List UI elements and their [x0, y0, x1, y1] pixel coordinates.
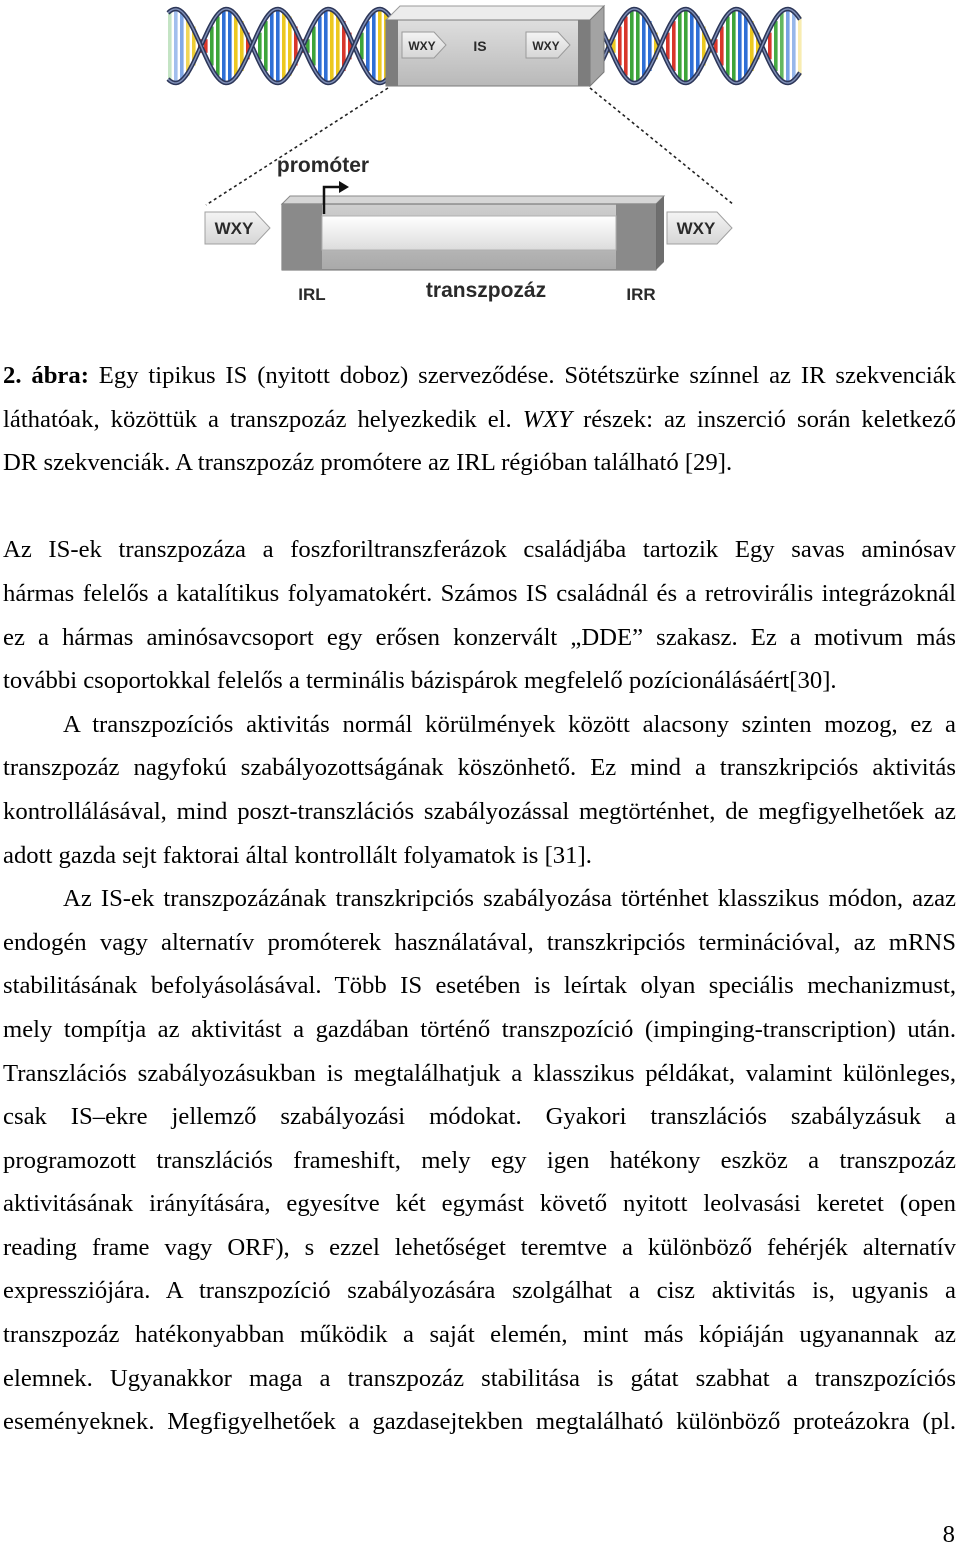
- text-line: adott gazda sejt faktorai által kontrollált folyamatok is [31].: [3, 841, 592, 869]
- paragraph-1: [3, 528, 956, 702]
- text-line: ez a hármas aminósavcsoport egy erősen konzervált „DDE” szakasz. Ez a motivum más: [3, 623, 956, 651]
- text-line: eseményeknek. Megfigyelhetőek a gazdasejtekben megtalálható különböző proteázokra (pl.: [3, 1408, 956, 1436]
- text-line: reading frame vagy ORF), s ezzel lehetőséget teremtve a különböző fehérjék alternatív: [3, 1233, 956, 1261]
- text-line: csak IS–ekre jellemző szabályozási módokat. Gyakori transzlációs szabályzásuk a: [3, 1103, 956, 1131]
- dna-helix-left: [168, 9, 394, 83]
- base-pair-rung: [324, 10, 328, 81]
- base-pair-rung: [786, 9, 790, 83]
- promoter-label: promóter: [276, 154, 370, 177]
- base-pair-rung: [216, 17, 220, 76]
- text-line: Transzlációs szabályozásukban is megtalálhatjuk a klasszikus példákat, valamint különleges,: [3, 1059, 956, 1087]
- base-pair-rung: [174, 9, 178, 83]
- paragraph-3: [3, 877, 956, 1444]
- text-line: Az IS-ek transzpozáza a foszforiltranszferázok családjába tartozik Egy savas aminósav: [3, 536, 956, 564]
- base-pair-rung: [738, 9, 742, 83]
- caption-line: [3, 354, 956, 398]
- caption-text: részek: az inszerció során keletkező: [572, 405, 956, 433]
- base-pair-rung: [642, 13, 646, 79]
- irr-block: [616, 204, 656, 270]
- text-line: A transzpozíciós aktivitás normál körülmények között alacsony szinten mozog, ez a: [63, 710, 956, 738]
- caption-text: Egy tipikus IS (nyitott doboz) szerveződése. Sötétszürke színnel az IR szekvenciák: [88, 362, 956, 389]
- is-element-figure: [0, 0, 960, 320]
- text-line: aktivitásának irányítására, egyesítve két egymást követő nyitott leolvasási keretet (open: [3, 1190, 956, 1218]
- text-line: transzpozáz hatékonyabban működik a saját elemén, mint más kópiáján ugyanannak az: [3, 1321, 956, 1349]
- base-pair-rung: [168, 13, 172, 79]
- text-line: Az IS-ek transzpozázának transzkripciós szabályozása történhet klasszikus módon, azaz: [63, 885, 956, 913]
- base-pair-rung: [222, 10, 226, 81]
- text-line: expressziójára. A transzpozíció szabályozására szolgálhat a cisz aktivitás is, ugyanis a: [3, 1277, 956, 1305]
- transposase-band: [322, 216, 616, 250]
- base-pair-rung: [318, 17, 322, 76]
- text-line: kontrollálásával, mind poszt-transzlációs szabályozással megtörténhet, de megfigyelhetőek az: [3, 797, 956, 825]
- transposase-label: transzpozáz: [425, 279, 547, 302]
- map-left-wxy-label: WXY: [214, 219, 254, 238]
- box-left-wxy-label: WXY: [408, 39, 436, 53]
- base-pair-rung: [672, 21, 676, 71]
- base-pair-rung: [180, 10, 184, 81]
- irr-label: IRR: [626, 285, 656, 304]
- text-line: további csoportokkal felelős a terminális bázispárok megfelelő pozícionálásáért[30].: [3, 667, 837, 695]
- figure-label: 2. ábra:: [3, 362, 89, 389]
- box-lid: [386, 6, 604, 20]
- base-pair-rung: [372, 13, 376, 79]
- paragraph-2: [3, 703, 956, 877]
- element-bar-side: [656, 196, 664, 270]
- caption-text: láthatóak, közöttük a transzpozáz helyezkedik el.: [3, 405, 523, 433]
- box-right-ir-block: [578, 20, 590, 86]
- text-line: programozott transzlációs frameshift, mely egy igen hatékony eszköz a transzpozáz: [3, 1146, 956, 1174]
- irl-label: IRL: [298, 285, 326, 304]
- caption-line: [3, 398, 956, 442]
- box-is-label: IS: [473, 38, 487, 54]
- zoom-guide-right: [590, 88, 734, 205]
- text-line: elemnek. Ugyanakkor maga a transzpozáz stabilitása is gátat szabhat a transzpozíciós: [3, 1364, 956, 1392]
- dna-strand-highlight: [168, 9, 392, 83]
- box-right-wxy-label: WXY: [532, 39, 560, 53]
- base-pair-rung: [264, 21, 268, 71]
- base-pair-rung: [684, 9, 688, 83]
- element-bar-top: [282, 196, 664, 204]
- base-pair-rung: [636, 9, 640, 83]
- base-pair-rung: [378, 9, 382, 83]
- base-pair-rung: [282, 10, 286, 81]
- promoter-arrow-head: [339, 181, 349, 193]
- dna-helix-right: [588, 9, 802, 83]
- text-line: stabilitásának befolyásolásával. Több IS esetében is leírtak olyan speciális mechanizmust,: [3, 972, 956, 1000]
- base-pair-rung: [210, 27, 214, 66]
- is-element-box: [386, 6, 604, 86]
- base-pair-rung: [774, 21, 778, 71]
- base-pair-rung: [726, 17, 730, 76]
- caption-italic-term: WXY: [522, 405, 573, 433]
- base-pair-rung: [732, 10, 736, 81]
- text-line: transzpozáz nagyfokú szabályozottságának köszönhető. Ez mind a transzkripciós aktivitás: [3, 754, 956, 782]
- base-pair-rung: [312, 27, 316, 66]
- base-pair-rung: [366, 21, 370, 71]
- base-pair-rung: [792, 10, 796, 81]
- base-pair-rung: [336, 13, 340, 79]
- base-pair-rung: [690, 10, 694, 81]
- figure-caption: [3, 354, 956, 485]
- base-pair-rung: [630, 10, 634, 81]
- base-pair-rung: [618, 27, 622, 66]
- text-line: endogén vagy alternatív promóterek használatával, transzkripciós terminációval, az mRNS: [3, 928, 956, 956]
- base-pair-rung: [270, 13, 274, 79]
- page-body: [3, 354, 956, 1444]
- text-line: mely tompítja az aktivitást a gazdában történő transzpozíció (impinging-transcription) után.: [3, 1015, 956, 1043]
- base-pair-rung: [720, 27, 724, 66]
- box-left-ir-block: [386, 20, 398, 86]
- irl-block: [282, 204, 322, 270]
- base-pair-rung: [228, 9, 232, 83]
- is-element-map: [205, 154, 732, 304]
- base-pair-rung: [678, 13, 682, 79]
- zoom-guide-left: [206, 88, 388, 205]
- base-pair-rung: [744, 13, 748, 79]
- caption-line: DR szekvenciák. A transzpozáz promótere az IRL régióban található [29].: [3, 449, 733, 477]
- box-side: [590, 6, 604, 86]
- base-pair-rung: [330, 9, 334, 83]
- base-pair-rung: [276, 9, 280, 83]
- base-pair-rung: [234, 13, 238, 79]
- base-pair-rung: [780, 13, 784, 79]
- map-right-wxy-label: WXY: [676, 219, 716, 238]
- text-line: hármas felelős a katalítikus folyamatokért. Számos IS családnál és a retrovirális integrázoknál: [3, 579, 956, 607]
- base-pair-rung: [798, 17, 802, 76]
- base-pair-rung: [624, 17, 628, 76]
- page-number: 8: [942, 1521, 955, 1548]
